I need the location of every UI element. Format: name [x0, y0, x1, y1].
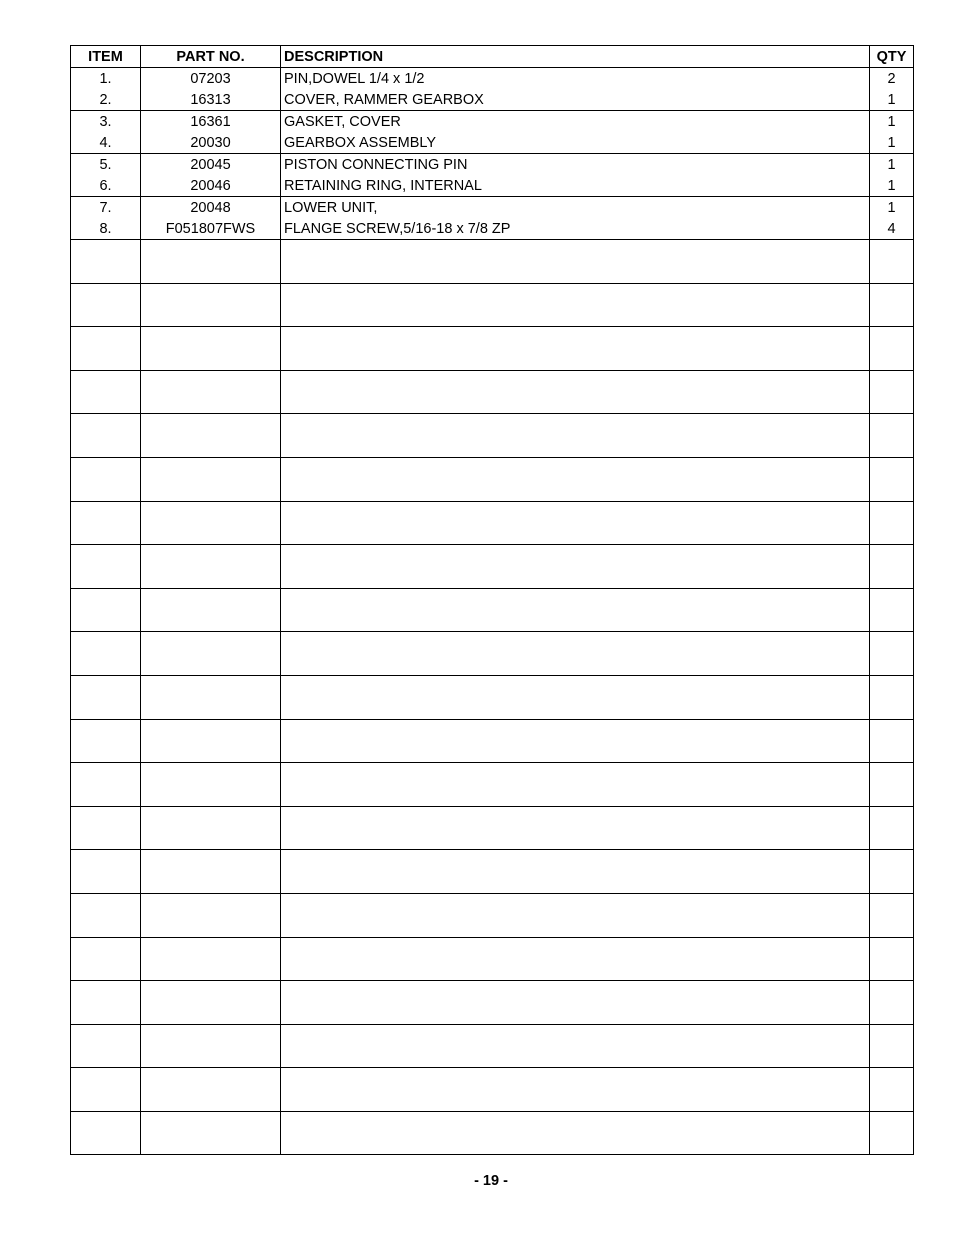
blank-table-row: [71, 1024, 914, 1068]
blank-table-row: [71, 1068, 914, 1112]
part-number: 16313: [141, 89, 281, 111]
table-row: [71, 154, 914, 176]
blank-table-row: [71, 806, 914, 850]
blank-table-row: [71, 675, 914, 719]
blank-cell: [870, 937, 914, 981]
blank-cell: [870, 893, 914, 937]
blank-cell: [870, 370, 914, 414]
blank-cell: [71, 675, 141, 719]
table-header-row: [71, 46, 914, 68]
blank-cell: [870, 327, 914, 371]
blank-cell: [281, 981, 870, 1025]
blank-cell: [281, 675, 870, 719]
table-row: [71, 197, 914, 219]
blank-cell: [71, 545, 141, 589]
part-quantity: 2: [870, 68, 914, 90]
blank-table-row: [71, 501, 914, 545]
blank-table-row: [71, 937, 914, 981]
blank-cell: [281, 1111, 870, 1155]
part-quantity: 1: [870, 197, 914, 219]
blank-table-row: [71, 370, 914, 414]
table-row: [71, 132, 914, 154]
table-body: [71, 68, 914, 1155]
blank-cell: [281, 240, 870, 284]
part-quantity: 1: [870, 154, 914, 176]
blank-cell: [141, 588, 281, 632]
blank-cell: [71, 763, 141, 807]
part-description: PIN,DOWEL 1/4 x 1/2: [281, 68, 870, 90]
part-number: 20046: [141, 175, 281, 197]
blank-cell: [141, 1024, 281, 1068]
item-number: 6.: [71, 175, 141, 197]
blank-cell: [141, 675, 281, 719]
page-number: - 19 -: [474, 1173, 508, 1189]
blank-cell: [71, 370, 141, 414]
blank-cell: [141, 240, 281, 284]
blank-cell: [71, 1068, 141, 1112]
part-description: LOWER UNIT,: [281, 197, 870, 219]
blank-cell: [870, 1024, 914, 1068]
part-description: PISTON CONNECTING PIN: [281, 154, 870, 176]
blank-cell: [71, 850, 141, 894]
blank-cell: [281, 327, 870, 371]
part-quantity: 1: [870, 89, 914, 111]
blank-cell: [281, 937, 870, 981]
blank-table-row: [71, 457, 914, 501]
blank-cell: [141, 893, 281, 937]
part-quantity: 1: [870, 175, 914, 197]
header-qty: QTY: [870, 46, 914, 68]
table-row: [71, 111, 914, 133]
item-number: 1.: [71, 68, 141, 90]
item-number: 4.: [71, 132, 141, 154]
blank-cell: [870, 981, 914, 1025]
blank-cell: [71, 719, 141, 763]
header-part-no: PART NO.: [141, 46, 281, 68]
part-number: 20048: [141, 197, 281, 219]
blank-cell: [870, 763, 914, 807]
blank-cell: [71, 893, 141, 937]
blank-cell: [141, 632, 281, 676]
blank-table-row: [71, 240, 914, 284]
blank-table-row: [71, 981, 914, 1025]
blank-cell: [141, 1068, 281, 1112]
table-row: [71, 89, 914, 111]
blank-cell: [141, 719, 281, 763]
blank-cell: [870, 806, 914, 850]
blank-table-row: [71, 1111, 914, 1155]
blank-cell: [281, 719, 870, 763]
blank-table-row: [71, 632, 914, 676]
blank-cell: [71, 588, 141, 632]
blank-table-row: [71, 327, 914, 371]
blank-cell: [870, 283, 914, 327]
blank-cell: [281, 806, 870, 850]
blank-cell: [870, 675, 914, 719]
blank-cell: [141, 414, 281, 458]
blank-cell: [71, 981, 141, 1025]
part-description: RETAINING RING, INTERNAL: [281, 175, 870, 197]
blank-table-row: [71, 719, 914, 763]
blank-table-row: [71, 283, 914, 327]
blank-cell: [281, 893, 870, 937]
item-number: 2.: [71, 89, 141, 111]
blank-cell: [870, 850, 914, 894]
part-quantity: 4: [870, 218, 914, 240]
blank-table-row: [71, 893, 914, 937]
part-description: GASKET, COVER: [281, 111, 870, 133]
blank-cell: [71, 1024, 141, 1068]
blank-cell: [281, 545, 870, 589]
blank-cell: [281, 414, 870, 458]
item-number: 5.: [71, 154, 141, 176]
parts-list-table: [70, 45, 914, 1155]
blank-cell: [141, 457, 281, 501]
blank-cell: [71, 806, 141, 850]
part-number: 16361: [141, 111, 281, 133]
blank-cell: [281, 632, 870, 676]
blank-cell: [281, 763, 870, 807]
blank-cell: [870, 719, 914, 763]
part-number: 20045: [141, 154, 281, 176]
blank-cell: [71, 501, 141, 545]
table-row: [71, 175, 914, 197]
blank-table-row: [71, 588, 914, 632]
part-description: COVER, RAMMER GEARBOX: [281, 89, 870, 111]
part-number: 07203: [141, 68, 281, 90]
blank-table-row: [71, 850, 914, 894]
blank-cell: [141, 1111, 281, 1155]
item-number: 8.: [71, 218, 141, 240]
blank-cell: [141, 763, 281, 807]
part-description: GEARBOX ASSEMBLY: [281, 132, 870, 154]
blank-cell: [71, 327, 141, 371]
blank-cell: [141, 806, 281, 850]
blank-cell: [71, 283, 141, 327]
blank-cell: [141, 850, 281, 894]
blank-cell: [281, 370, 870, 414]
blank-cell: [141, 545, 281, 589]
blank-cell: [281, 1024, 870, 1068]
part-number: 20030: [141, 132, 281, 154]
blank-cell: [870, 545, 914, 589]
blank-cell: [281, 850, 870, 894]
part-quantity: 1: [870, 132, 914, 154]
blank-table-row: [71, 545, 914, 589]
blank-cell: [281, 457, 870, 501]
blank-cell: [870, 1068, 914, 1112]
blank-cell: [71, 240, 141, 284]
blank-cell: [71, 1111, 141, 1155]
blank-cell: [870, 414, 914, 458]
table-row: [71, 68, 914, 90]
blank-cell: [281, 501, 870, 545]
blank-cell: [281, 588, 870, 632]
blank-cell: [71, 937, 141, 981]
blank-cell: [71, 457, 141, 501]
blank-cell: [71, 632, 141, 676]
blank-cell: [870, 501, 914, 545]
blank-cell: [141, 937, 281, 981]
blank-cell: [870, 457, 914, 501]
blank-cell: [281, 1068, 870, 1112]
header-item: ITEM: [71, 46, 141, 68]
header-description: DESCRIPTION: [281, 46, 870, 68]
item-number: 3.: [71, 111, 141, 133]
part-quantity: 1: [870, 111, 914, 133]
part-number: F051807FWS: [141, 218, 281, 240]
table-row: [71, 218, 914, 240]
item-number: 7.: [71, 197, 141, 219]
blank-cell: [141, 327, 281, 371]
blank-cell: [141, 283, 281, 327]
blank-cell: [870, 632, 914, 676]
blank-cell: [870, 1111, 914, 1155]
blank-cell: [141, 981, 281, 1025]
blank-cell: [141, 370, 281, 414]
part-description: FLANGE SCREW,5/16-18 x 7/8 ZP: [281, 218, 870, 240]
blank-table-row: [71, 414, 914, 458]
blank-cell: [141, 501, 281, 545]
blank-cell: [71, 414, 141, 458]
blank-cell: [870, 240, 914, 284]
blank-table-row: [71, 763, 914, 807]
blank-cell: [281, 283, 870, 327]
blank-cell: [870, 588, 914, 632]
